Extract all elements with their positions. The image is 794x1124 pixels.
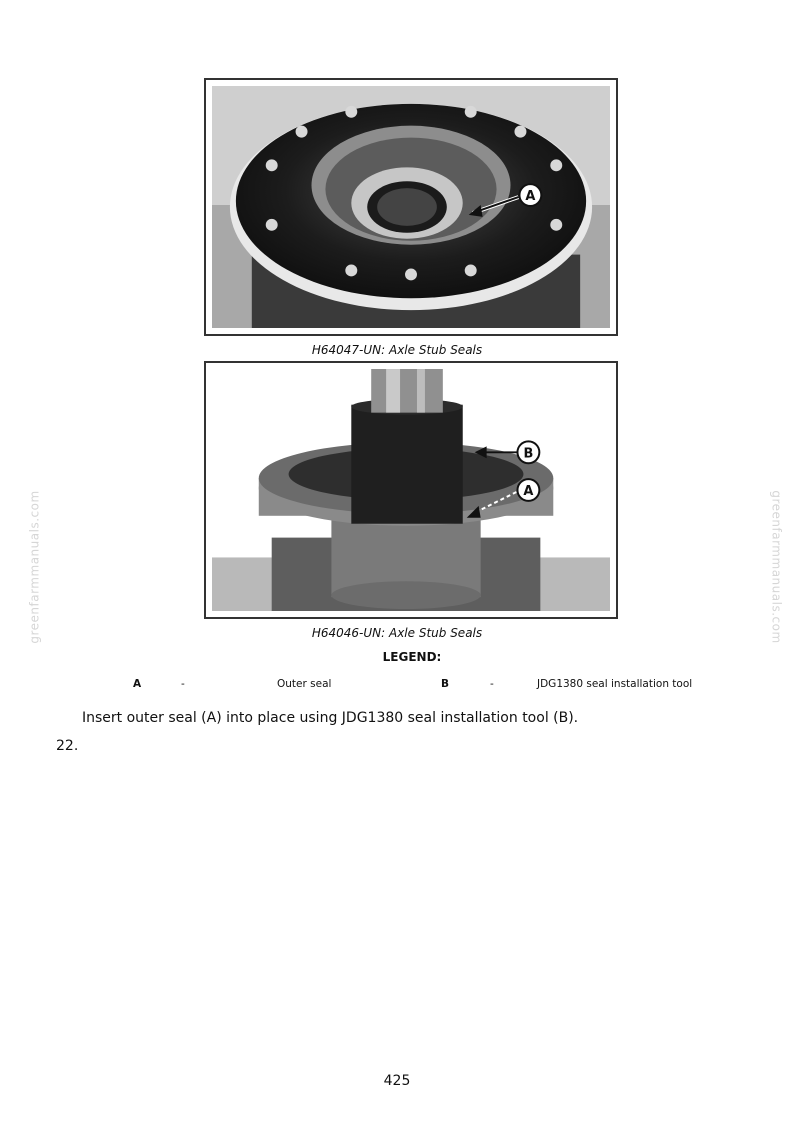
callout-a-fig1: A	[525, 189, 536, 205]
axle-stub-photo-1	[212, 86, 610, 328]
step-number: 22.	[56, 738, 79, 754]
legend-dash-a: -	[181, 678, 185, 690]
figure-axle-stub-seals-2	[204, 361, 618, 619]
legend-key-a: A	[133, 678, 142, 690]
legend-label-b: JDG1380 seal installation tool	[537, 678, 693, 690]
legend-title: LEGEND:	[382, 650, 442, 664]
page-number: 425	[383, 1073, 411, 1089]
figure-axle-stub-seals-1	[204, 78, 618, 336]
callout-a-fig2: A	[523, 483, 534, 499]
figure-caption-1: H64047-UN: Axle Stub Seals	[311, 343, 483, 357]
instruction-text: Insert outer seal (A) into place using JDG1380 seal installation tool (B).	[82, 710, 579, 726]
legend-key-b: B	[441, 678, 450, 690]
callout-b-fig2: B	[523, 446, 534, 462]
figure-caption-2: H64046-UN: Axle Stub Seals	[311, 626, 483, 640]
watermark-right: greenfarmmanuals.com	[769, 490, 784, 644]
axle-stub-photo-2	[212, 369, 610, 611]
legend-label-a: Outer seal	[277, 678, 332, 690]
legend-dash-b: -	[490, 678, 494, 690]
watermark-left: greenfarmmanuals.com	[27, 490, 42, 644]
